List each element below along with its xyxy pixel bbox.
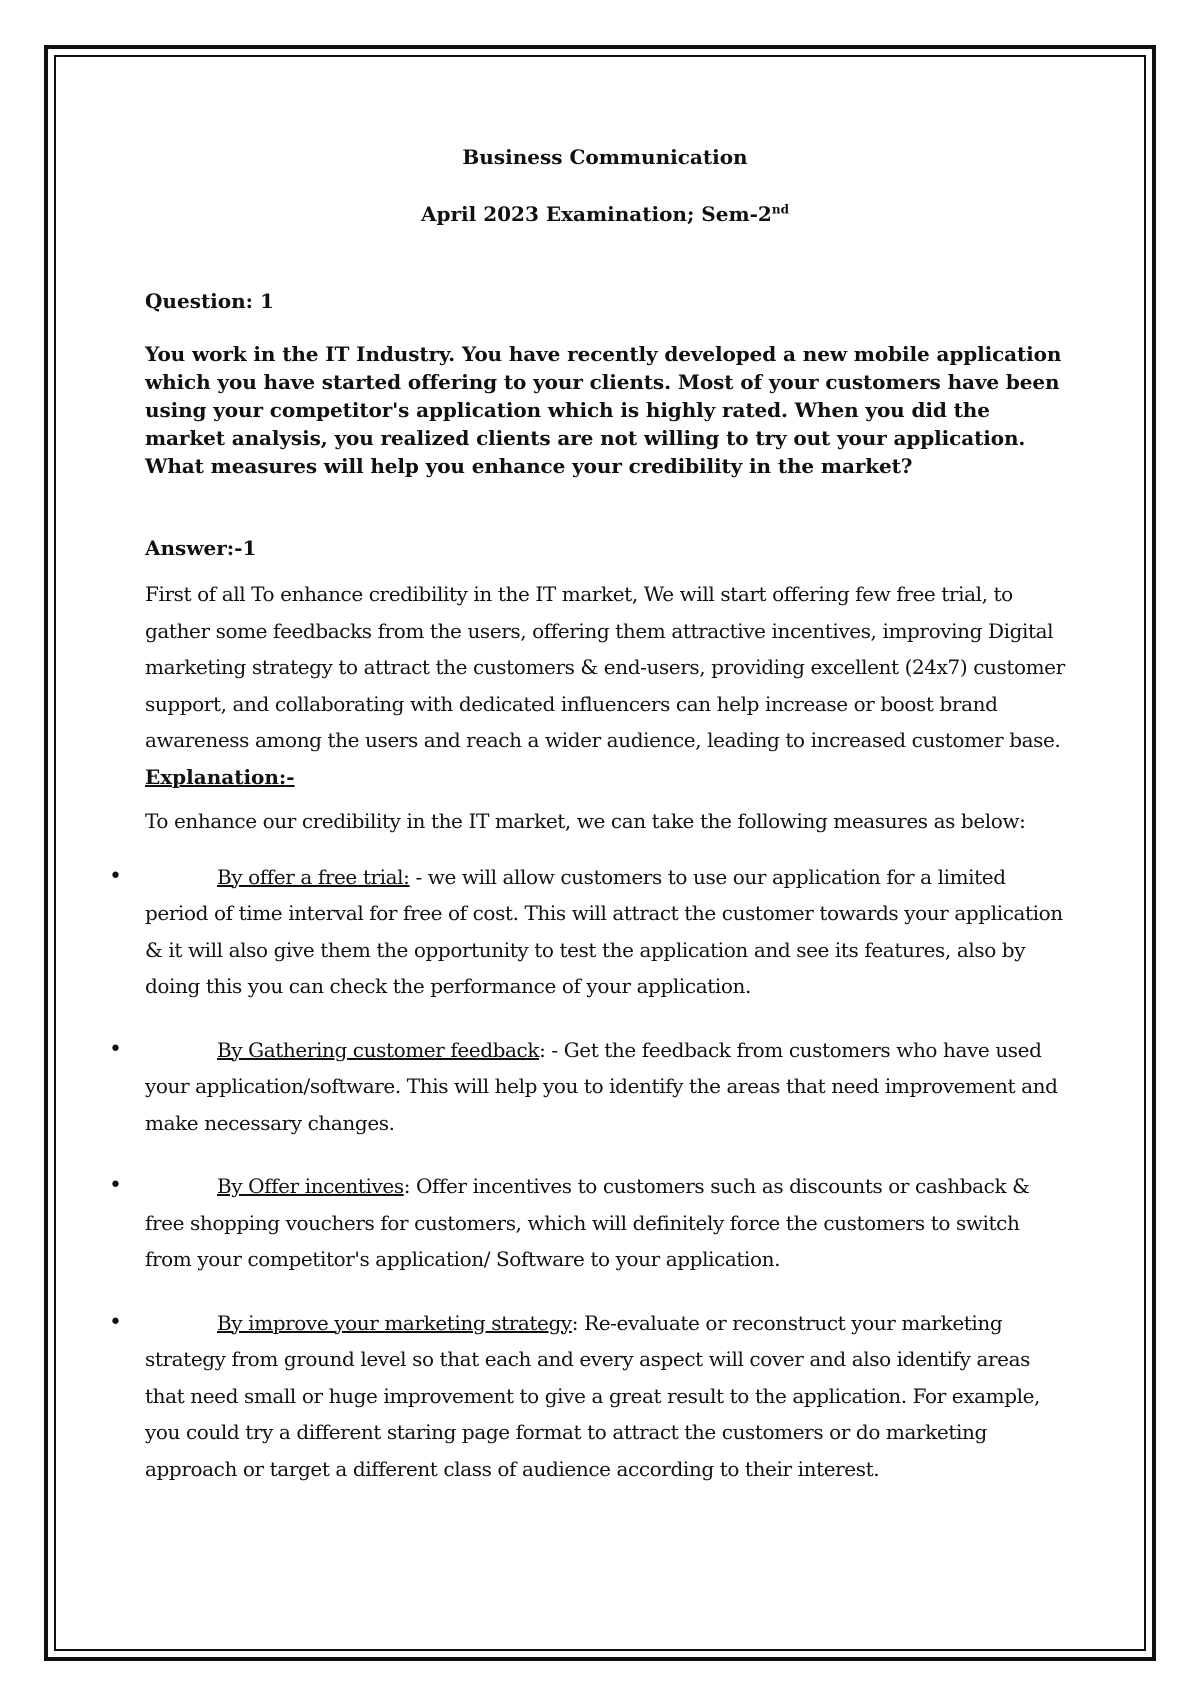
explanation-label: Explanation:- [145, 764, 295, 789]
bullet-icon: • [109, 1309, 122, 1335]
measures-list [109, 859, 1065, 1488]
document-body [109, 145, 1065, 1487]
list-item [109, 1305, 1065, 1488]
list-item-text: : Re-evaluate or reconstruct your marketing strategy from ground level so that each and every aspect will cover and also identify areas that need small or huge improvement to give a great result to the application. For example, you could try a different staring page format to attract the customers or do marketing approach or target a different class of audience according to their interest. [145, 1310, 1041, 1481]
list-item-text: : Offer incentives to customers such as discounts or cashback & free shopping vouchers for customers, which will definitely force the customers to switch from your competitor's application/ Software to your application. [145, 1174, 1030, 1271]
bullet-icon: • [109, 1036, 122, 1062]
answer-text: First of all To enhance credibility in the IT market, We will start offering few free trial, to gather some feedbacks from the users, offering them attractive incentives, improving Digital marketing strategy to attract the customers & end-users, providing excellent (24x7) customer support, and collaborating with dedicated influencers can help increase or boost brand awareness among the users and reach a wider audience, leading to increased customer base. [145, 582, 1065, 752]
list-item-heading: By Gathering customer feedback [217, 1037, 540, 1062]
answer-label: Answer:-1 [145, 536, 257, 560]
explanation-intro: To enhance our credibility in the IT market, we can take the following measures as below: [145, 808, 1026, 833]
list-item [109, 1032, 1065, 1142]
list-item [109, 1168, 1065, 1278]
subtitle-superscript: nd [771, 202, 789, 217]
subtitle-text: April 2023 Examination; Sem-2 [421, 202, 772, 226]
list-item-text: : - Get the feedback from customers who have used your application/software. This will help you to identify the areas that need improvement and make necessary changes. [145, 1037, 1058, 1135]
document-subtitle [145, 202, 1065, 226]
list-item-heading: By offer a free trial: [217, 864, 410, 889]
list-item-text: - we will allow customers to use our application for a limited period of time interval for free of cost. This will attract the customer towards your application & it will also give them the opportunity to test the application and see its features, also by doing this you can check the performance of your application. [145, 864, 1063, 998]
question-text: You work in the IT Industry. You have recently developed a new mobile application which you have started offering to your clients. Most of your customers have been using your competitor's application which is highly rated. When you did the market analysis, you realized clients are not willing to try out your application. What measures will help you enhance your credibility in the market? [145, 342, 1062, 478]
list-item-heading: By Offer incentives [217, 1174, 404, 1198]
document-title: Business Communication [462, 145, 748, 169]
bullet-icon: • [109, 863, 122, 889]
list-item [109, 859, 1065, 1005]
question-label: Question: 1 [145, 289, 274, 313]
bullet-icon: • [109, 1173, 122, 1198]
list-item-heading: By improve your marketing strategy [217, 1310, 572, 1335]
